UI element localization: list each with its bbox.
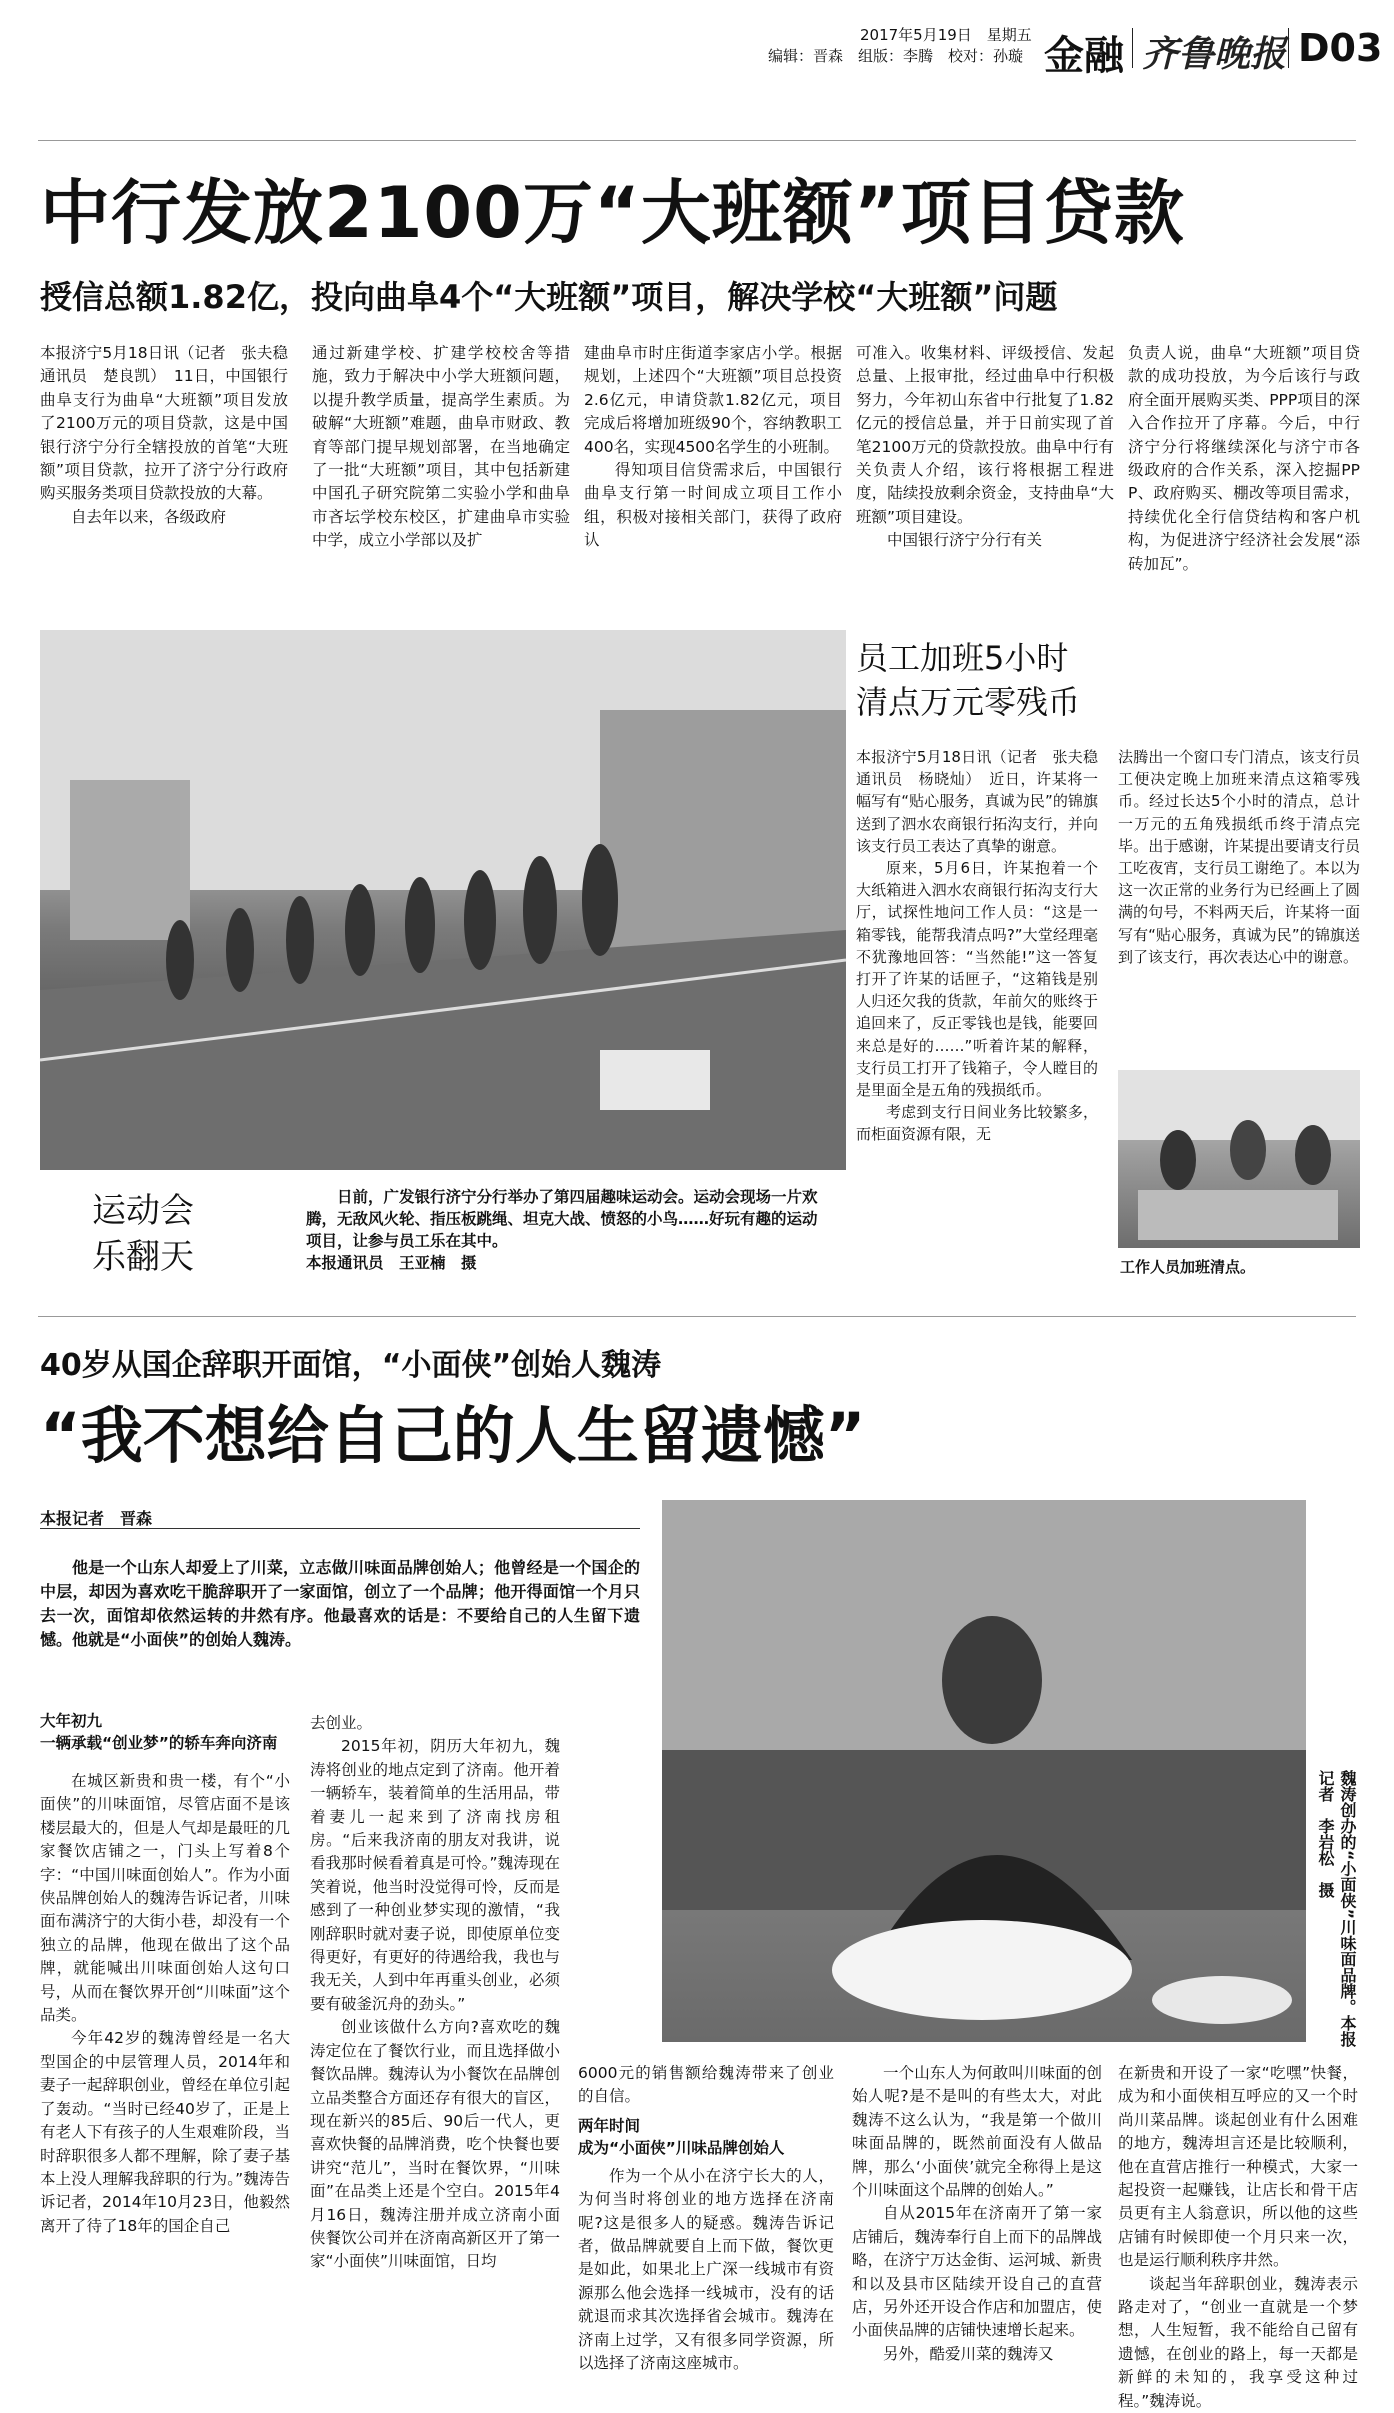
story3-column-3-text: 6000元的销售额给魏涛带来了创业的自信。 xyxy=(578,2064,834,2106)
story1-column-1-text: 本报济宁5月18日讯（记者 张夫稳 通讯员 楚良凯） 11日，中国银行曲阜支行为曲阜“大班额”项目发放了2100万元的项目贷款，这是中国银行济宁分行全辖投放的首笔“大班额”项目贷款，拉开了济宁分行政府购买服务类项目贷款投放的大幕。 xyxy=(40,344,304,503)
story1-column-3-text: 建曲阜市时庄街道李家店小学。根据规划，上述四个“大班额”项目总投资2.6亿元，申请贷款1.82亿元，项目完成后将增加班级90个，容纳教职工400名，实现4500名学生的小班制。 xyxy=(584,344,842,456)
story3-reporter: 本报记者 晋森 xyxy=(40,1509,153,1528)
story3-column-1 xyxy=(40,1770,290,2370)
story2-column-2-text: 法腾出一个窗口专门清点，该支行员工便决定晚上加班来清点这箱零残币。经过长达5个小时的清点，总计一万元的五角残损纸币终于清点完毕。出于感谢，许某提出要请支行员工吃夜宵，支行员工谢绝了。本以为这一次正常的业务行为已经画上了圆满的句号，不料两天后，许某将一面写有“贴心服务，真诚为民”的锦旗送到了该支行，再次表达心中的谢意。 xyxy=(1118,748,1360,966)
story1-column-2-text: 通过新建学校、扩建学校校舍等措施，致力于解决中小学大班额问题，以提升教学质量，提高学生素质。为破解“大班额”难题，曲阜市财政、教育等部门提早规划部署，在当地确定了一批“大班额”项目，其中包括新建中国孔子研究院第二实验小学和曲阜市吝坛学校东校区，扩建曲阜市实验中学，成立小学部以及扩 xyxy=(312,344,570,550)
story2-column-1c-text: 考虑到支行日间业务比较繁多，而柜面资源有限，无 xyxy=(856,1103,1098,1144)
header-date: 2017年5月19日 星期五 xyxy=(860,26,1032,44)
page-header xyxy=(0,0,1394,80)
wei-tao-portrait-photo xyxy=(662,1500,1306,2042)
story3-column-1-text: 在城区新贵和贵一楼，有个“小面侠”的川味面馆，尽管店面不是该楼层最大的，但是人气却是最旺的几家餐饮店铺之一，门头上写着8个字：“中国川味面创始人”。作为小面侠品牌创始人的魏涛告诉记者，川味面布满济宁的大街小巷，却没有一个独立的品牌，他现在做出了这个品牌，就能喊出川味面创始人这句口号，从而在餐饮界开创“川味面”这个品类。 xyxy=(40,1772,290,2025)
story1-column-2 xyxy=(312,342,570,612)
story1-column-4 xyxy=(856,342,1114,612)
sports-caption-text: 日前，广发银行济宁分行举办了第四届趣味运动会。运动会现场一片欢腾，无敌风火轮、指压板跳绳、坦克大战、愤怒的小鸟……好玩有趣的运动项目，让参与员工乐在其中。 xyxy=(306,1188,818,1250)
story3-lead-text: 他是一个山东人却爱上了川菜，立志做川味面品牌创始人；他曾经是一个国企的中层，却因为喜欢吃干脆辞职开了一家面馆，创立了一个品牌；他开得面馆一个月只去一次，面馆却依然运转的井然有序。他最喜欢的话是：不要给自己的人生留下遗憾。他就是“小面侠”的创始人魏涛。 xyxy=(40,1558,640,1649)
story1-column-5 xyxy=(1128,342,1360,612)
story3-subhead-1: 大年初九 一辆承载“创业梦”的轿车奔向济南 xyxy=(40,1712,278,1752)
story3-column-3b-text: 作为一个从小在济宁长大的人，为何当时将创业的地方选择在济南呢?这是很多人的疑惑。魏涛告诉记者，做品牌就要自上而下做，餐饮更是如此，如果北上广深一线城市有资源那么他会选择一线城市，没有的话就退而求其次选择省会城市。魏涛在济南上过学，又有很多同学资源，所以选择了济南这座城市。 xyxy=(578,2166,834,2373)
story3-column-5-text: 在新贵和开设了一家“吃嘿”快餐，成为和小面侠相互呼应的又一个时尚川菜品牌。谈起创业有什么困难的地方，魏涛坦言还是比较顺利，他在直营店推行一种模式，大家一起投资一起赚钱，让店长和骨干店员更有主人翁意识，所以他的这些店铺有时候即使一个月只来一次，也是运行顺利秩序井然。 xyxy=(1118,2064,1358,2270)
story3-column-1b-text: 今年42岁的魏涛曾经是一名大型国企的中层管理人员，2014年和妻子一起辞职创业，曾经在单位引起了轰动。“当时已经40岁了，正是上有老人下有孩子的人生艰难阶段，当时辞职很多人都不理解，除了妻子基本上没人理解我辞职的行为。”魏涛告诉记者，2014年10月23日，他毅然离开了待了18年的国企自己 xyxy=(40,2029,290,2235)
story1-subhead: 授信总额1.82亿，投向曲阜4个“大班额”项目，解决学校“大班额”问题 xyxy=(40,278,1058,316)
story3-column-2-text: 去创业。 xyxy=(310,1714,373,1732)
story1-headline: 中行发放2100万“大班额”项目贷款 xyxy=(40,172,1185,254)
story3-lead xyxy=(40,1556,640,1686)
story3-column-2c-text: 创业该做什么方向?喜欢吃的魏涛定位在了餐饮行业，而且选择做小餐饮品牌。魏涛认为小餐饮在品牌创立品类整合方面还存有很大的盲区，现在新兴的85后、90后一代人，更喜欢快餐的品牌消费，吃个快餐也要讲究“范儿”，当时在餐饮界，“川味面”在品类上还是个空白。2015年4月16日，魏涛注册并成立济南小面侠餐饮公司并在济南高新区开了第一家“小面侠”川味面馆，日均 xyxy=(310,2018,560,2271)
story3-headline: “我不想给自己的人生留遗憾” xyxy=(40,1399,866,1472)
story2-column-2 xyxy=(1118,746,1360,1046)
story3-column-2 xyxy=(310,1712,560,2372)
story1-column-4b-text: 中国银行济宁分行有关 xyxy=(887,531,1043,550)
story3-column-5 xyxy=(1118,2062,1358,2410)
counting-scene-illustration xyxy=(1118,1070,1360,1248)
page-number: D03 xyxy=(1298,26,1383,70)
portrait-photo-caption xyxy=(1318,1770,1358,2060)
sports-label-line-2: 乐翻天 xyxy=(92,1237,194,1277)
story2-headline-line-2: 清点万元零残币 xyxy=(856,683,1081,721)
story1-column-3b-text: 得知项目信贷需求后，中国银行曲阜支行第一时间成立项目工作小组，积极对接相关部门，获得了政府认 xyxy=(584,461,842,550)
portrait-photo-caption-text: 魏涛创办的“小面侠”川味面品牌。本报记者 李岩松 摄 xyxy=(1316,1770,1357,2048)
section-rule xyxy=(38,1316,1356,1317)
sports-scene-illustration xyxy=(40,630,846,1170)
story1-column-4-text: 可准入。收集材料、评级授信、发起总量、上报审批，经过曲阜中行积极努力，今年初山东省中行批复了1.82亿元的授信总量，并于日前实现了首笔2100万元的贷款投放。曲阜中行有关负责人介绍，该行将根据工程进度，陆续投放剩余资金，支持曲阜“大班额”项目建设。 xyxy=(856,344,1114,526)
story1-column-1b-text: 自去年以来，各级政府 xyxy=(71,507,227,526)
story3-column-2b-text: 2015年初，阴历大年初九，魏涛将创业的地点定到了济南。他开着一辆轿车，装着简单的生活用品，带着妻儿一起来到了济南找房租房。“后来我济南的朋友对我讲，说看我那时候看着真是可怜。”魏涛现在笑着说，他当时没觉得可怜，反而是感到了一种创业梦实现的激情，“我刚辞职时就对妻子说，即使原单位变得更好，有更好的待遇给我，我也与我无关，人到中年再重头创业，必须要有破釜沉舟的劲头。” xyxy=(310,1737,560,2013)
sports-day-photo xyxy=(40,630,846,1170)
header-divider-2 xyxy=(1288,28,1289,68)
story1-column-1 xyxy=(40,342,304,612)
story2-headline-line-1: 员工加班5小时 xyxy=(856,639,1069,677)
story3-kicker: 40岁从国企辞职开面馆，“小面侠”创始人魏涛 xyxy=(40,1348,662,1383)
section-name: 金融 xyxy=(1044,33,1124,79)
story3-column-3 xyxy=(578,2062,834,2372)
sports-label xyxy=(92,1188,194,1280)
story3-column-4-text: 一个山东人为何敢叫川味面的创始人呢?是不是叫的有些太大，对此魏涛不这么认为，“我是第一个做川味面品牌的，既然前面没有人做品牌，那么‘小面侠’就完全称得上是这个川味面这个品牌的创始人。” xyxy=(852,2064,1102,2200)
story1-column-5-text: 负责人说，曲阜“大班额”项目贷款的成功投放，为今后该行与政府全面开展购买类、PPP项目的深入合作拉开了序幕。今后，中行济宁分行将继续深化与济宁市各级政府的合作关系，深入挖掘PPP、政府购买、棚改等项目需求，持续优化全行信贷结构和客户机构，为促进济宁经济社会发展“添砖加瓦”。 xyxy=(1128,344,1360,573)
overtime-counting-photo xyxy=(1118,1070,1360,1248)
sports-credit: 本报通讯员 王亚楠 摄 xyxy=(306,1254,477,1272)
story3-column-4 xyxy=(852,2062,1102,2372)
sports-label-line-1: 运动会 xyxy=(92,1191,194,1231)
story3-subhead-2: 两年时间 成为“小面侠”川味品牌创始人 xyxy=(578,2116,785,2157)
story1-column-3 xyxy=(584,342,842,612)
story2-column-1 xyxy=(856,746,1114,1290)
story3-column-4c-text: 另外，酷爱川菜的魏涛又 xyxy=(883,2344,1054,2363)
story2-column-1-text: 本报济宁5月18日讯（记者 张夫稳 通讯员 杨晓灿） 近日，许某将一幅写有“贴心服务，真诚为民”的锦旗送到了泗水农商银行拓沟支行，并向该支行员工表达了真挚的谢意。 xyxy=(856,748,1114,855)
sports-caption xyxy=(306,1186,826,1274)
header-staff: 编辑：晋森 组版：李腾 校对：孙璇 xyxy=(768,47,1024,65)
overtime-photo-caption: 工作人员加班清点。 xyxy=(1120,1258,1256,1276)
paper-logo: 齐鲁晚报 xyxy=(1142,33,1287,75)
story3-column-4b-text: 自从2015年在济南开了第一家店铺后，魏涛奉行自上而下的品牌战略，在济宁万达金街、运河城、新贵和以及县市区陆续开设自己的直营店，另外还开设合作店和加盟店，使小面侠品牌的店铺快速增长起来。 xyxy=(852,2204,1102,2340)
story2-headline xyxy=(856,636,1080,724)
header-divider xyxy=(1132,28,1133,68)
reporter-rule xyxy=(40,1528,640,1529)
story3-column-5b-text: 谈起当年辞职创业，魏涛表示路走对了，“创业一直就是一个梦想，人生短暂，我不能给自己留有遗憾，在创业的路上，每一天都是新鲜的未知的，我享受这种过程。”魏涛说。 xyxy=(1118,2274,1358,2410)
header-rule xyxy=(38,140,1356,141)
story2-column-1b-text: 原来，5月6日，许某抱着一个大纸箱进入泗水农商银行拓沟支行大厅，试探性地问工作人员：“这是一箱零钱，能帮我清点吗?”大堂经理毫不犹豫地回答：“当然能!”这一答复打开了许某的话匣子，“这箱钱是别人归还欠我的货款，年前欠的账终于追回来了，反正零钱也是钱，能要回来总是好的……”听着许某的解释，支行员工打开了钱箱子，令人瞠目的是里面全是五角的残损纸币。 xyxy=(856,859,1098,1100)
portrait-scene-illustration xyxy=(662,1500,1306,2042)
